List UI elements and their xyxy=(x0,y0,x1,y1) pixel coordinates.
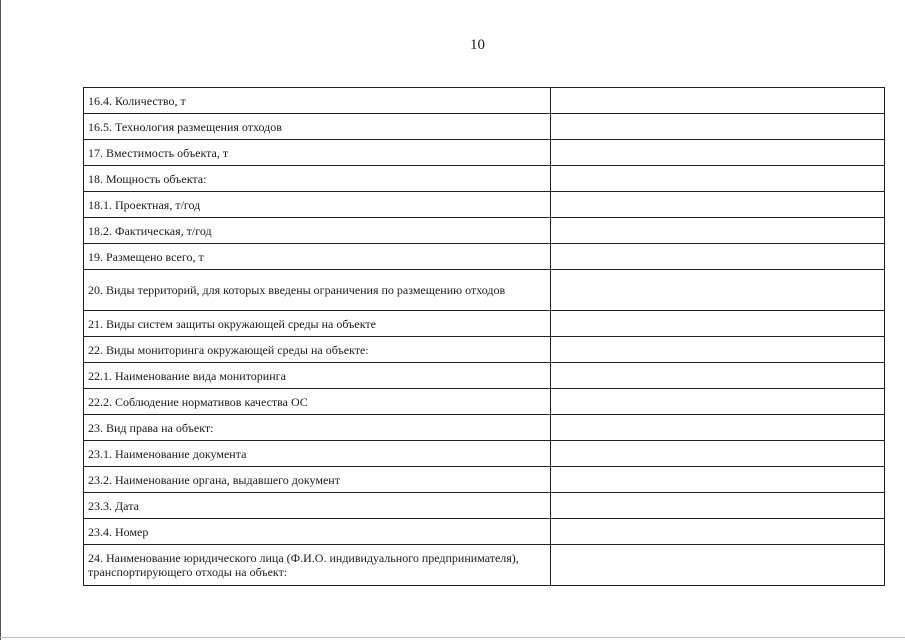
row-label: 18. Мощность объекта: xyxy=(84,166,551,192)
row-value-field[interactable] xyxy=(551,114,885,140)
row-value-field[interactable] xyxy=(551,166,885,192)
row-label: 19. Размещено всего, т xyxy=(84,244,551,270)
row-label: 23.1. Наименование документа xyxy=(84,441,551,467)
scan-edge-left xyxy=(0,0,1,640)
row-label: 21. Виды систем защиты окружающей среды на объекте xyxy=(84,311,551,337)
row-value-field[interactable] xyxy=(551,311,885,337)
table-row xyxy=(84,545,885,586)
table-row xyxy=(84,337,885,363)
row-value-field[interactable] xyxy=(551,389,885,415)
row-value-field[interactable] xyxy=(551,467,885,493)
table-row xyxy=(84,311,885,337)
row-value-field[interactable] xyxy=(551,88,885,114)
row-value-field[interactable] xyxy=(551,270,885,311)
row-label: 22.1. Наименование вида мониторинга xyxy=(84,363,551,389)
row-value-field[interactable] xyxy=(551,192,885,218)
row-value-field[interactable] xyxy=(551,415,885,441)
row-value-field[interactable] xyxy=(551,545,885,586)
table-row xyxy=(84,88,885,114)
form-table xyxy=(83,87,885,586)
table-row xyxy=(84,363,885,389)
row-label: 23.4. Номер xyxy=(84,519,551,545)
row-label: 23.3. Дата xyxy=(84,493,551,519)
table-row xyxy=(84,218,885,244)
table-row xyxy=(84,192,885,218)
row-label: 23.2. Наименование органа, выдавшего документ xyxy=(84,467,551,493)
scan-edge-bottom xyxy=(0,637,905,638)
table-row xyxy=(84,270,885,311)
row-value-field[interactable] xyxy=(551,218,885,244)
row-label: 18.2. Фактическая, т/год xyxy=(84,218,551,244)
row-label: 16.5. Технология размещения отходов xyxy=(84,114,551,140)
row-label: 22.2. Соблюдение нормативов качества ОС xyxy=(84,389,551,415)
row-label: 20. Виды территорий, для которых введены ограничения по размещению отходов xyxy=(84,270,551,311)
row-label: 16.4. Количество, т xyxy=(84,88,551,114)
table-row xyxy=(84,114,885,140)
table-row xyxy=(84,140,885,166)
row-value-field[interactable] xyxy=(551,337,885,363)
table-row xyxy=(84,244,885,270)
table-row xyxy=(84,493,885,519)
row-value-field[interactable] xyxy=(551,363,885,389)
row-value-field[interactable] xyxy=(551,244,885,270)
row-label: 24. Наименование юридического лица (Ф.И.О. индивидуального предпринимателя), транспортирующего отходы на объект: xyxy=(84,545,551,586)
table-row xyxy=(84,441,885,467)
row-value-field[interactable] xyxy=(551,519,885,545)
row-value-field[interactable] xyxy=(551,441,885,467)
row-value-field[interactable] xyxy=(551,493,885,519)
page-number: 10 xyxy=(470,37,485,53)
row-label: 22. Виды мониторинга окружающей среды на объекте: xyxy=(84,337,551,363)
table-row xyxy=(84,519,885,545)
table-row xyxy=(84,467,885,493)
table-row xyxy=(84,166,885,192)
row-label: 18.1. Проектная, т/год xyxy=(84,192,551,218)
row-value-field[interactable] xyxy=(551,140,885,166)
row-label: 17. Вместимость объекта, т xyxy=(84,140,551,166)
table-row xyxy=(84,415,885,441)
table-row xyxy=(84,389,885,415)
row-label: 23. Вид права на объект: xyxy=(84,415,551,441)
